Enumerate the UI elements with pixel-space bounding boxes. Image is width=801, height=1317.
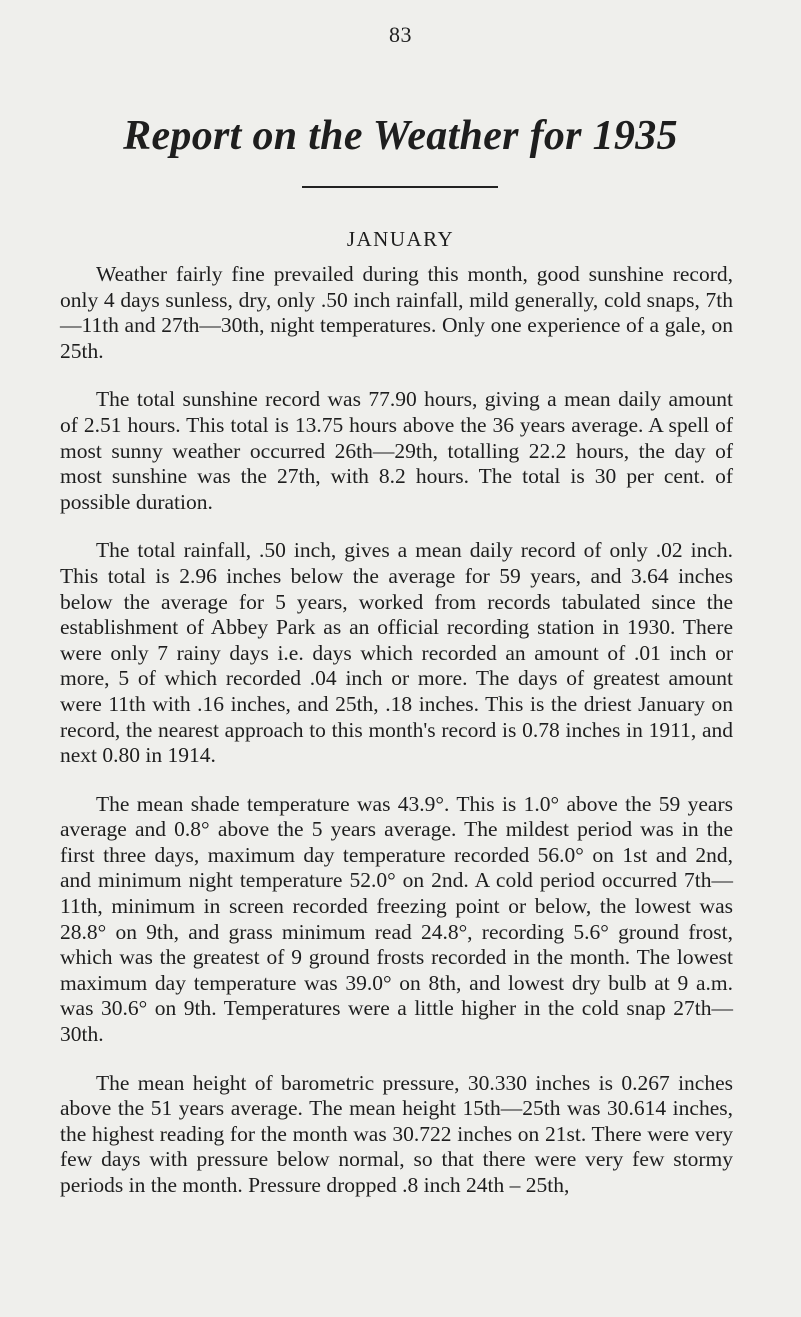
paragraph-rainfall: The total rainfall, .50 inch, gives a mean daily record of only .02 inch. This total is 2.96 inches below the average for 59 years, and 3.64 inches below the average for 5 years, worked from records tabulated since the establishment of Abbey Park as an official recording station in 1930. There were only 7 rainy days i.e. days which recorded an amount of .01 inch or more, 5 of which recorded .04 inch or more. The days of greatest amount were 11th with .16 inches, and 25th, .18 inches. This is the driest January on record, the nearest approach to this month's record is 0.78 inches in 1911, and next 0.80 in 1914. bbox=[60, 538, 733, 768]
title-divider-rule bbox=[302, 186, 498, 188]
page-number: 83 bbox=[389, 22, 412, 47]
report-body bbox=[60, 262, 733, 1222]
report-title: Report on the Weather for 1935 bbox=[123, 113, 678, 159]
section-heading-january: JANUARY bbox=[346, 227, 455, 251]
paragraph-temperature: The mean shade temperature was 43.9°. This is 1.0° above the 59 years average and 0.8° above the 5 years average. The mildest period was in the first three days, maximum day temperature recorded 56.0° on 1st and 2nd, and minimum night temperature 52.0° on 2nd. A cold period occurred 7th—11th, minimum in screen recorded freezing point or below, the lowest was 28.8° on 9th, and grass minimum read 24.8°, recording 5.6° ground frost, which was the greatest of 9 ground frosts recorded in the month. The lowest maximum day temperature was 39.0° on 8th, and lowest dry bulb at 9 a.m. was 30.6° on 9th. Temperatures were a little higher in the cold snap 27th—30th. bbox=[60, 791, 733, 1047]
paragraph-summary: Weather fairly fine prevailed during this month, good sunshine record, only 4 days sunless, dry, only .50 inch rainfall, mild generally, cold snaps, 7th—11th and 27th—30th, night temperatures. Only one experience of a gale, on 25th. bbox=[60, 262, 733, 363]
paragraph-sunshine: The total sunshine record was 77.90 hours, giving a mean daily amount of 2.51 hours. This total is 13.75 hours above the 36 years average. A spell of most sunny weather occurred 26th—29th, totalling 22.2 hours, the day of most sunshine was the 27th, with 8.2 hours. The total is 30 per cent. of possible duration. bbox=[60, 387, 733, 514]
paragraph-pressure: The mean height of barometric pressure, 30.330 inches is 0.267 inches above the 51 years average. The mean height 15th—25th was 30.614 inches, the highest reading for the month was 30.722 inches on 21st. There were very few days with pressure below normal, so that there were very few stormy periods in the month. Pressure dropped .8 inch 24th – 25th, bbox=[60, 1070, 733, 1197]
